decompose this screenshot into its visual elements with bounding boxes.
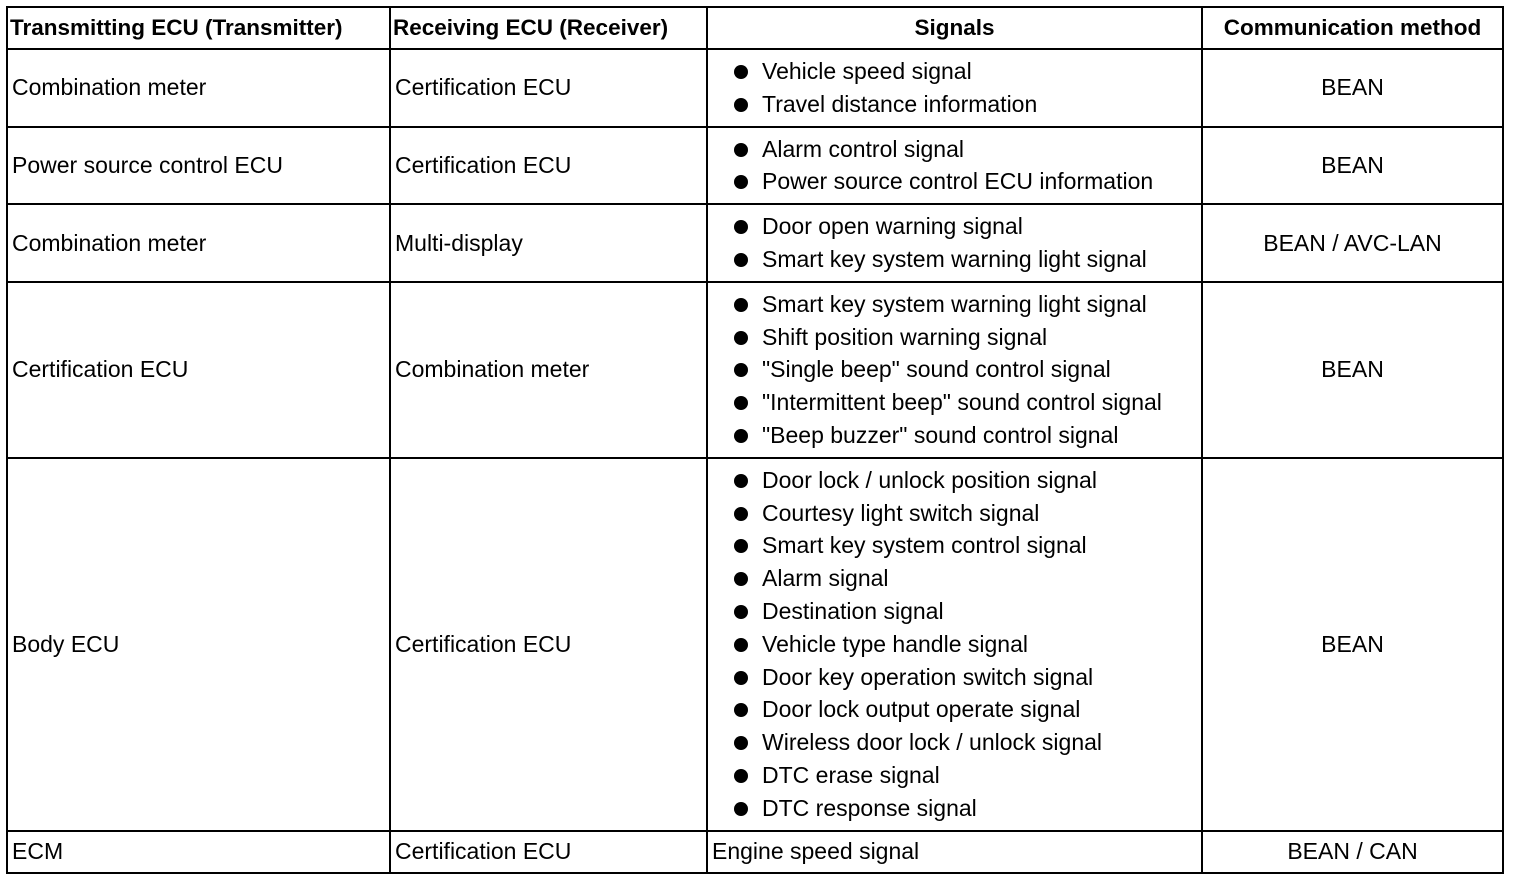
- signal-item: Smart key system control signal: [712, 529, 1197, 562]
- receiver-cell: Certification ECU: [390, 49, 707, 127]
- table-body: [7, 49, 1503, 873]
- method-cell: BEAN: [1202, 49, 1503, 127]
- signals-list: [712, 128, 1197, 204]
- table-row: [7, 282, 1503, 458]
- transmitter-cell: Power source control ECU: [7, 127, 390, 205]
- transmitter-cell: Body ECU: [7, 458, 390, 831]
- signal-item: Courtesy light switch signal: [712, 497, 1197, 530]
- header-transmitter: Transmitting ECU (Transmitter): [7, 7, 390, 49]
- method-cell: BEAN: [1202, 458, 1503, 831]
- signal-item: Vehicle speed signal: [712, 55, 1197, 88]
- receiver-cell: Certification ECU: [390, 831, 707, 873]
- signal-item: Door lock output operate signal: [712, 693, 1197, 726]
- signal-item: Vehicle type handle signal: [712, 628, 1197, 661]
- table-row: [7, 49, 1503, 127]
- transmitter-cell: Combination meter: [7, 204, 390, 282]
- signal-item: Wireless door lock / unlock signal: [712, 726, 1197, 759]
- signals-cell: [707, 127, 1202, 205]
- method-cell: BEAN / CAN: [1202, 831, 1503, 873]
- signal-item: Alarm control signal: [712, 133, 1197, 166]
- signal-item: Destination signal: [712, 595, 1197, 628]
- header-signals: Signals: [707, 7, 1202, 49]
- signal-item: Door lock / unlock position signal: [712, 464, 1197, 497]
- signal-item: DTC erase signal: [712, 759, 1197, 792]
- receiver-cell: Combination meter: [390, 282, 707, 458]
- signal-item: Door key operation switch signal: [712, 661, 1197, 694]
- signals-list: [712, 459, 1197, 830]
- table-row: [7, 127, 1503, 205]
- signals-list: [712, 205, 1197, 281]
- table-row: [7, 204, 1503, 282]
- table-row: [7, 458, 1503, 831]
- method-cell: BEAN / AVC-LAN: [1202, 204, 1503, 282]
- table-row: [7, 831, 1503, 873]
- signal-item: Shift position warning signal: [712, 321, 1197, 354]
- header-method: Communication method: [1202, 7, 1503, 49]
- signal-item: Smart key system warning light signal: [712, 243, 1197, 276]
- signals-cell: [707, 282, 1202, 458]
- signal-item: Door open warning signal: [712, 210, 1197, 243]
- signal-item: Smart key system warning light signal: [712, 288, 1197, 321]
- signal-item: Power source control ECU information: [712, 165, 1197, 198]
- signals-list: [712, 50, 1197, 126]
- signal-item: "Beep buzzer" sound control signal: [712, 419, 1197, 452]
- signals-list: [712, 283, 1197, 457]
- signals-cell: [707, 204, 1202, 282]
- method-cell: BEAN: [1202, 282, 1503, 458]
- signal-item: "Single beep" sound control signal: [712, 353, 1197, 386]
- signals-cell: [707, 458, 1202, 831]
- ecu-communication-table: [6, 6, 1504, 874]
- signal-item: DTC response signal: [712, 792, 1197, 825]
- header-row: [7, 7, 1503, 49]
- receiver-cell: Multi-display: [390, 204, 707, 282]
- receiver-cell: Certification ECU: [390, 127, 707, 205]
- transmitter-cell: Certification ECU: [7, 282, 390, 458]
- signals-cell: [707, 49, 1202, 127]
- signal-item: "Intermittent beep" sound control signal: [712, 386, 1197, 419]
- method-cell: BEAN: [1202, 127, 1503, 205]
- receiver-cell: Certification ECU: [390, 458, 707, 831]
- signals-cell: Engine speed signal: [707, 831, 1202, 873]
- transmitter-cell: Combination meter: [7, 49, 390, 127]
- header-receiver: Receiving ECU (Receiver): [390, 7, 707, 49]
- signal-item: Alarm signal: [712, 562, 1197, 595]
- transmitter-cell: ECM: [7, 831, 390, 873]
- signal-item: Travel distance information: [712, 88, 1197, 121]
